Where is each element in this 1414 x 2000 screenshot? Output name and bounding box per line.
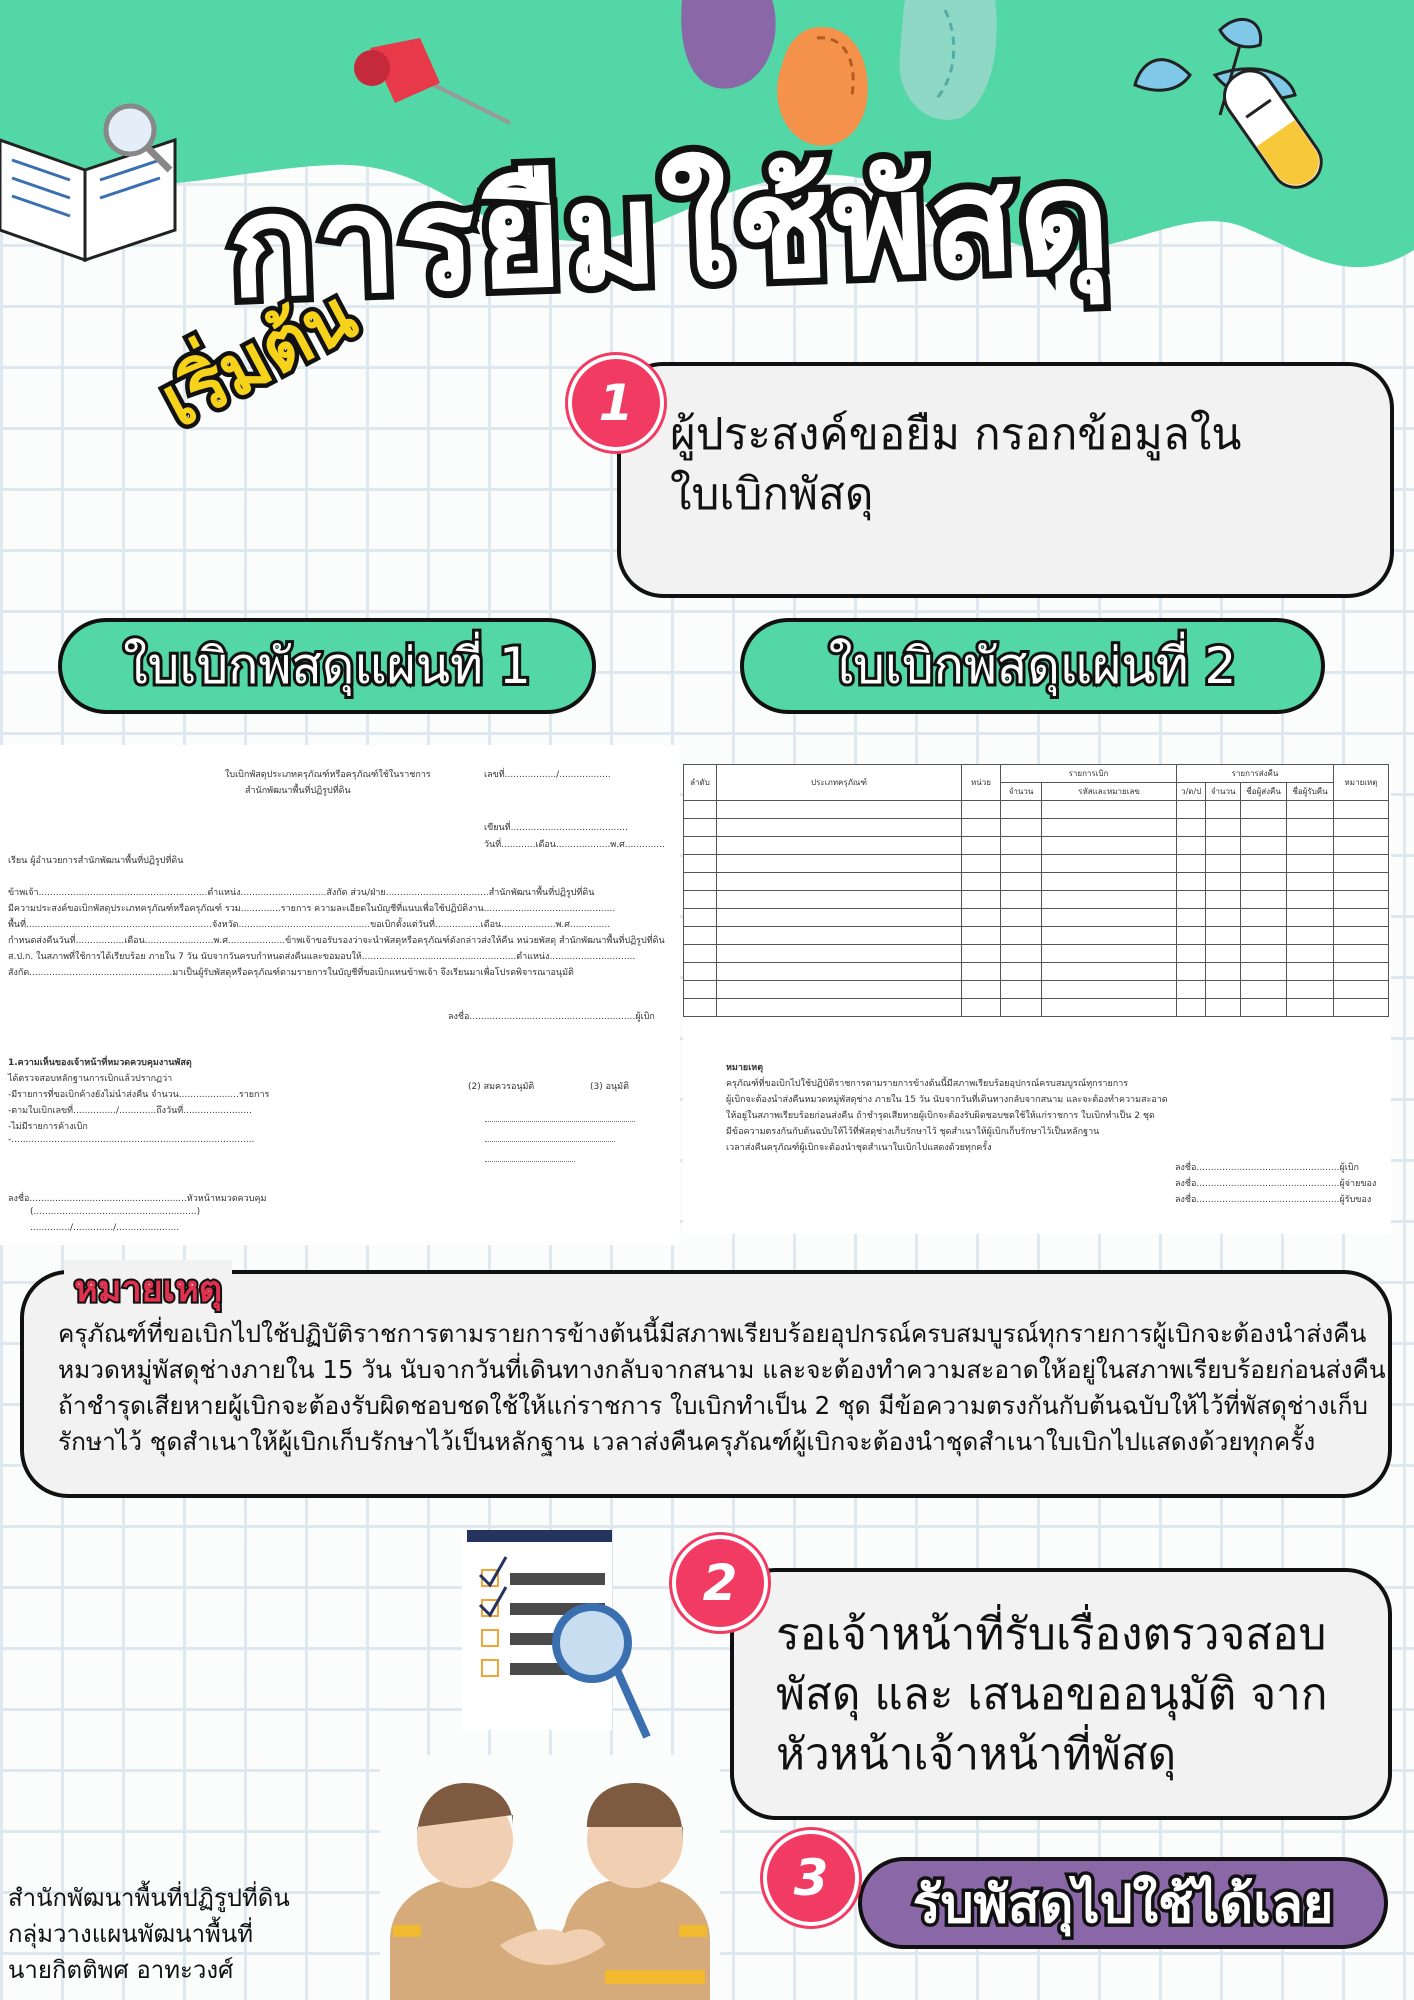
form1-written-at: เขียนที่......................................... <box>484 823 628 833</box>
form2-remark-line: ครุภัณฑ์ที่ขอเบิกไปใช้ปฏิบัติราชการตามรายการข้างต้นนี้มีสภาพเรียบร้อยอุปกรณ์ครบสมบูรณ์ทุกรายการ <box>726 1079 1129 1089</box>
form2-row <box>684 891 1389 909</box>
form2-row <box>684 819 1389 837</box>
form1-opinion-title: 1.ความเห็นของเจ้าหน้าที่หมวดควบคุมงานพัสดุ <box>8 1058 192 1068</box>
form1-line: มีความประสงค์ขอเบิกพัสดุประเภทครุภัณฑ์หรือครุภัณฑ์ รวม..............รายการ ความละเอียดในบัญชีที่แนบเพื่อใช้ปฏิบัติงาน.............................................. <box>8 904 616 914</box>
form2-row <box>684 837 1389 855</box>
form1-opinion-line: -ตามใบเบิกเลขที่.............../.............ถึงวันที่........................ <box>8 1106 252 1116</box>
form2-row <box>684 963 1389 981</box>
page-title: การยืมใช้พัสดุ <box>226 136 1117 330</box>
purple-blob-decoration <box>672 0 782 95</box>
form2-rows <box>684 801 1389 1017</box>
step-2-text: รอเจ้าหน้าที่รับเรื่องตรวจสอบ พัสดุ และ เสนอขออนุมัติ จาก หัวหน้าเจ้าหน้าที่พัสดุ <box>776 1609 1328 1780</box>
footer-office: สำนักพัฒนาพื้นที่ปฏิรูปที่ดิน <box>8 1884 290 1912</box>
form1-line: ส.ป.ก. ในสภาพที่ใช้การได้เรียบร้อย ภายใน 7 วัน นับจากวันครบกำหนดส่งคืนและขอมอบให้......................................................ตำแหน่ง.............................. <box>8 952 636 962</box>
requisition-form-sheet-1 <box>0 745 680 1245</box>
step-3-label: รับพัสดุไปใช้ได้เลย <box>858 1857 1388 1949</box>
open-book-icon <box>0 100 185 270</box>
form1-opinion-line: (.........................................................) <box>30 1207 201 1217</box>
form1-doc-no: เลขที่................../.................. <box>484 770 611 780</box>
form1-line: ข้าพเจ้า...........................................................ตำแหน่ง..............................สังกัด ส่วน/ฝ่าย....................................สำนักพัฒนาพื้นที่ปฏิรูปที่ดิน <box>8 888 595 898</box>
requisition-form-sheet-2 <box>683 764 1391 1234</box>
form1-heading: ใบเบิกพัสดุประเภทครุภัณฑ์หรือครุภัณฑ์ใช้ในราชการ <box>225 770 431 780</box>
handshake-officers-illustration <box>380 1755 720 2000</box>
form1-line: สังกัด..................................................มาเป็นผู้รับพัสดุหรือครุภัณฑ์ตามรายการในบัญชีที่ขอเบิกแทนข้าพเจ้า จึงเรียนมาเพื่อโปรดพิจารณาอนุมัติ <box>8 968 574 978</box>
form2-remark-line: ให้อยู่ในสภาพเรียบร้อยก่อนส่งคืน ถ้าชำรุดเสียหายผู้เบิกจะต้องรับผิดชอบชดใช้ให้แก่ราชการ ใบเบิกทำเป็น 2 ชุด <box>726 1111 1155 1121</box>
checklist-magnifier-icon <box>462 1525 652 1745</box>
form1-line: พื้นที่.................................................................จังหวัด..............................................ขอเบิกตั้งแต่วันที่................เดือน...................พ.ศ.............. <box>8 920 611 930</box>
form1-approve-3: (3) อนุมัติ <box>590 1082 629 1092</box>
note-text: ครุภัณฑ์ที่ขอเบิกไปใช้ปฏิบัติราชการตามรายการข้างต้นนี้มีสภาพเรียบร้อยอุปกรณ์ครบสมบูรณ์ทุกรายการผู้เบิกจะต้องนำส่งคืนหมวดหมู่พัสดุช่างภายใน 15 วัน นับจากวันที่เดินทางกลับจากสนาม และจะต้องทำความสะอาดให้อยู่ในสภาพเรียบร้อยก่อนส่งคืน ถ้าชำรุดเสียหายผู้เบิกจะต้องรับผิดชอบชดใช้ให้แก่ราชการ ใบเบิกทำเป็น 2 ชุด มีข้อความตรงกันกับต้นฉบับให้ไว้ที่พัสดุช่างเก็บรักษาไว้ ชุดสำเนาให้ผู้เบิกเก็บรักษาไว้เป็นหลักฐาน เวลาส่งคืนครุภัณฑ์ผู้เบิกจะต้องนำชุดสำเนาใบเบิกไปแสดงด้วยทุกครั้ง <box>58 1319 1386 1456</box>
form2-row <box>684 981 1389 999</box>
form1-opinion-line: ได้ตรวจสอบหลักฐานการเบิกแล้วปรากฏว่า <box>8 1074 173 1084</box>
form2-header: ประเภทครุภัณฑ์ <box>717 765 962 801</box>
form2-remark-line: เวลาส่งคืนครุภัณฑ์ผู้เบิกจะต้องนำชุดสำเนาใบเบิกไปแสดงด้วยทุกครั้ง <box>726 1143 992 1153</box>
form2-sign: ลงชื่อ..................................................ผู้เบิก <box>1175 1163 1359 1173</box>
form1-opinion-line: ลงชื่อ.......................................................หัวหน้าหมวดควบคุม <box>8 1194 267 1204</box>
form2-header: ลำดับ <box>684 765 717 801</box>
form1-opinion-line: -ไม่มีรายการค้างเบิก <box>8 1122 88 1132</box>
step-3-badge: 3 <box>763 1830 859 1926</box>
sheet-1-label: ใบเบิกพัสดุแผ่นที่ 1 <box>58 618 596 714</box>
form2-header: หมายเหตุ <box>1334 765 1389 801</box>
form1-office: สำนักพัฒนาพื้นที่ปฏิรูปที่ดิน <box>245 786 351 796</box>
form2-row <box>684 999 1389 1017</box>
form2-remark-line: มีข้อความตรงกันกับต้นฉบับให้ไว้ที่พัสดุช่างเก็บรักษาไว้ ชุดสำเนาให้ผู้เบิกเก็บรักษาไว้เป็นหลักฐาน <box>726 1127 1100 1137</box>
form2-subheader: จำนวน <box>1001 783 1042 801</box>
form1-line: กำหนดส่งคืนวันที่.................เดือน........................พ.ศ....................ข้าพเจ้าขอรับรองว่าจะนำพัสดุหรือครุภัณฑ์ดังกล่าวส่งให้คืน หน่วยพัสดุ สำนักพัฒนาพื้นที่ปฏิรูปที่ดิน <box>8 936 665 946</box>
step-2-badge: 2 <box>672 1535 768 1631</box>
form2-header: รายการส่งคืน <box>1177 765 1334 783</box>
test-tube-plant-icon <box>1120 5 1370 205</box>
form2-subheader: รหัสและหมายเลข <box>1042 783 1177 801</box>
form2-row <box>684 945 1389 963</box>
form1-sign: ลงชื่อ..........................................................ผู้เบิก <box>448 1012 655 1022</box>
form2-remark-line: ผู้เบิกจะต้องนำส่งคืนหมวดหมู่พัสดุช่าง ภายใน 15 วัน นับจากวันที่เดินทางกลับจากสนาม และจะต้องทำความสะอาด <box>726 1095 1168 1105</box>
form2-subheader: ชื่อผู้ส่งคืน <box>1240 783 1286 801</box>
form1-to: เรียน ผู้อำนวยการสำนักพัฒนาพื้นที่ปฏิรูปที่ดิน <box>8 856 184 866</box>
form2-subheader: ว/ด/ป <box>1177 783 1206 801</box>
form1-opinion-line: -มีรายการที่ขอเบิกค้างยังไม่นำส่งคืน จำนวน.....................รายการ <box>8 1090 270 1100</box>
sheet-2-label: ใบเบิกพัสดุแผ่นที่ 2 <box>740 618 1325 714</box>
form2-row <box>684 873 1389 891</box>
form2-header: หน่วย <box>962 765 1001 801</box>
form2-header: รายการเบิก <box>1001 765 1177 783</box>
form2-sign: ลงชื่อ..................................................ผู้รับของ <box>1175 1195 1372 1205</box>
form2-table <box>683 764 1389 1017</box>
footer-author: นายกิตติพศ อาทะวงศ์ <box>8 1956 234 1984</box>
form1-opinion-line: ............../............../...................... <box>30 1223 180 1233</box>
form2-sign: ลงชื่อ..................................................ผู้จ่ายของ <box>1175 1179 1377 1189</box>
start-label: เริ่มต้น <box>147 272 370 444</box>
footer-group: กลุ่มวางแผนพัฒนาพื้นที่ <box>8 1920 254 1948</box>
form1-date: วันที่............เดือน...................พ.ศ.............. <box>484 840 665 850</box>
form2-row <box>684 855 1389 873</box>
pushpin-icon <box>350 28 520 138</box>
footer <box>8 1880 290 1988</box>
form2-row <box>684 909 1389 927</box>
form2-remark-title: หมายเหตุ <box>726 1063 764 1073</box>
step-1-badge: 1 <box>568 355 664 451</box>
note-title: หมายเหตุ <box>64 1260 232 1317</box>
form2-row <box>684 801 1389 819</box>
form2-subheader: ชื่อผู้รับคืน <box>1287 783 1334 801</box>
form2-subheader: จำนวน <box>1206 783 1241 801</box>
step-1-text: ผู้ประสงค์ขอยืม กรอกข้อมูลใน ใบเบิกพัสดุ <box>670 409 1242 520</box>
form1-approve-lines <box>485 1115 635 1165</box>
form1-approve-2: (2) สมควรอนุมัติ <box>468 1082 535 1092</box>
form1-opinion-line: -..................................................................................... <box>8 1135 255 1145</box>
form2-row <box>684 927 1389 945</box>
